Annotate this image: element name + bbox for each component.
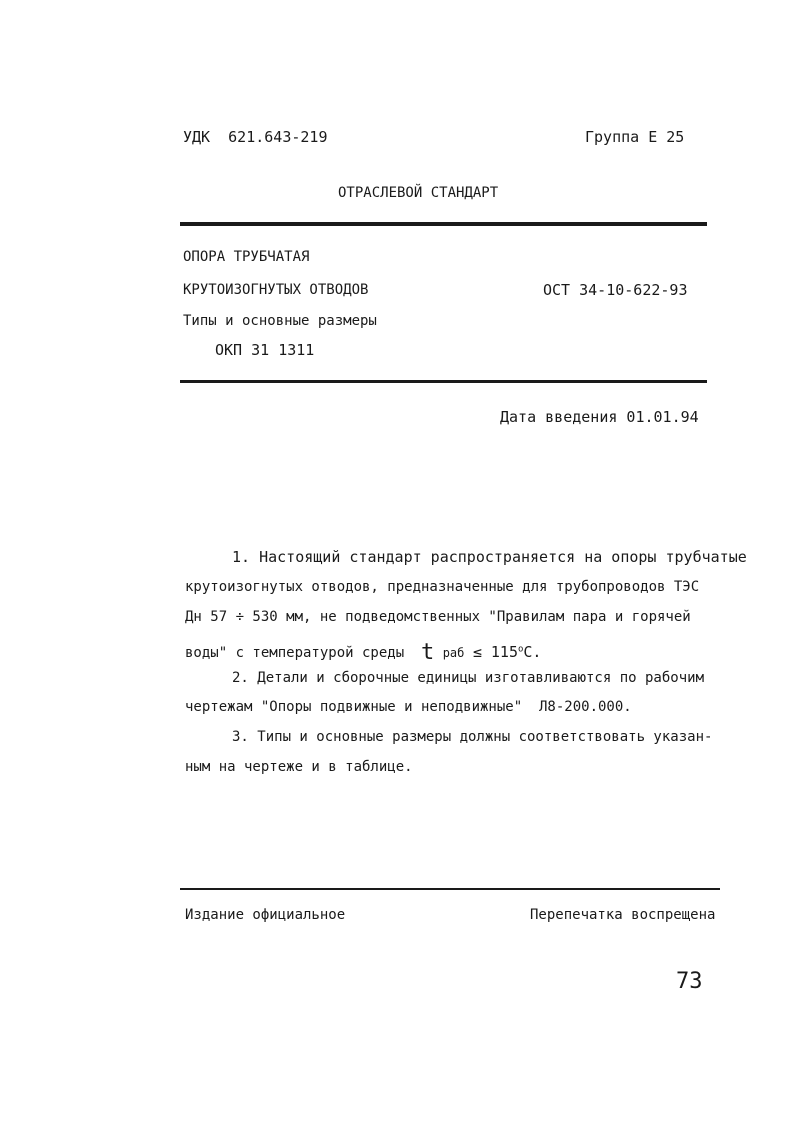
reprint-notice: Перепечатка воспрещена xyxy=(530,907,716,923)
effective-date: Дата введения 01.01.94 xyxy=(500,408,699,426)
formula-sub: раб xyxy=(442,646,465,660)
page-number: 73 xyxy=(676,969,703,994)
standard-designation: ОСТ 34-10-622-93 xyxy=(543,281,688,299)
udk-code: УДК 621.643-219 xyxy=(183,128,328,146)
p1-line-1: 1. Настоящий стандарт распространяется на опоры трубчатые xyxy=(232,548,747,566)
p3-line-2: ным на чертеже и в таблице. xyxy=(185,759,413,775)
title-line-2: КРУТОИЗОГНУТЫХ ОТВОДОВ xyxy=(183,282,369,298)
formula-end: C. xyxy=(523,643,542,661)
p2-line-1: 2. Детали и сборочные единицы изготавливаются по рабочим xyxy=(232,670,705,686)
standard-type: ОТРАСЛЕВОЙ СТАНДАРТ xyxy=(338,185,499,201)
middle-rule xyxy=(180,380,707,383)
formula-degree: o xyxy=(517,644,524,655)
p1-line-2: крутоизогнутых отводов, предназначенные для трубопроводов ТЭС xyxy=(185,579,700,595)
p3-line-1: 3. Типы и основные размеры должны соответствовать указан- xyxy=(232,729,713,745)
p1-line-4-text: воды" с температурой среды xyxy=(185,645,405,661)
p1-line-3: Дн 57 ÷ 530 мм, не подведомственных "Правилам пара и горячей xyxy=(185,609,691,625)
p1-line-4 xyxy=(185,640,542,665)
subtitle: Типы и основные размеры xyxy=(183,313,377,329)
official-edition: Издание официальное xyxy=(185,907,346,923)
top-thick-rule xyxy=(180,222,707,226)
footer-rule xyxy=(180,888,720,890)
formula-rest: ≤ 115 xyxy=(472,643,518,661)
group-code: Группа Е 25 xyxy=(585,128,685,146)
title-line-1: ОПОРА ТРУБЧАТАЯ xyxy=(183,249,310,265)
okp-code: ОКП 31 1311 xyxy=(215,341,315,359)
formula-t: t xyxy=(421,640,435,665)
p2-line-2: чертежам "Опоры подвижные и неподвижные" Л8-200.000. xyxy=(185,699,632,715)
